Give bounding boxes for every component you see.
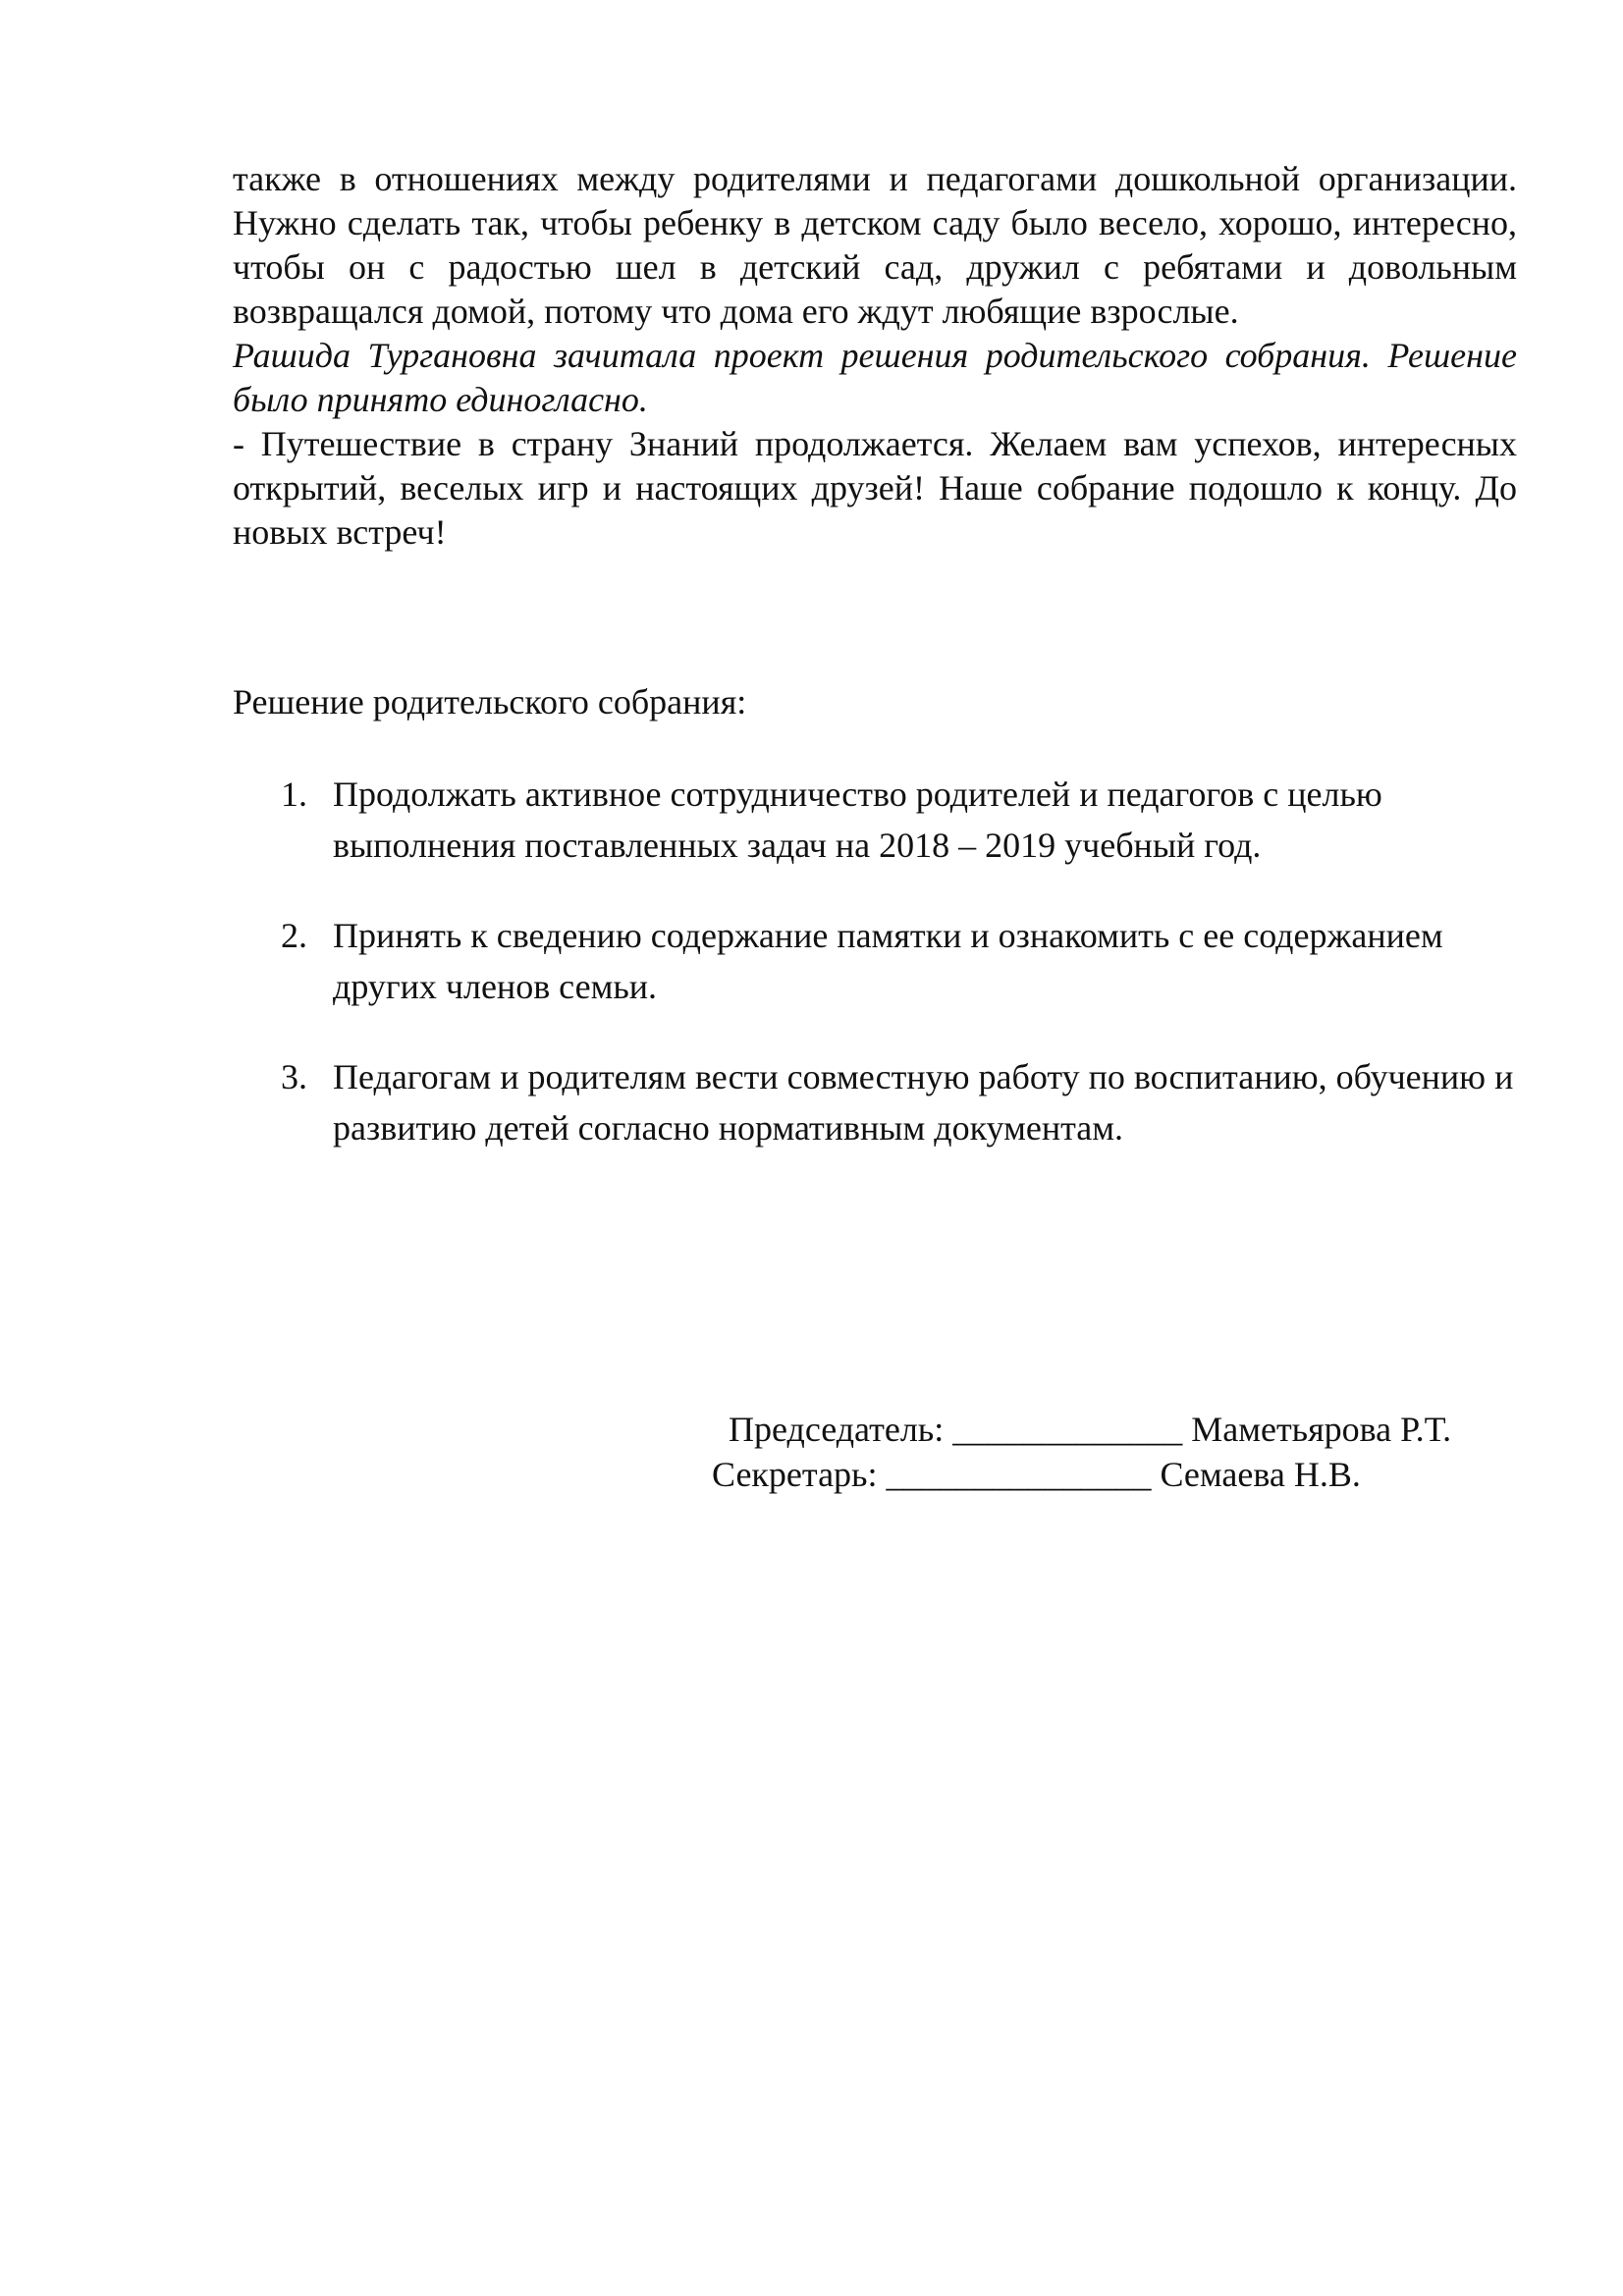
paragraph-decision-read: Рашида Тургановна зачитала проект решения родительского собрания. Решение было принято единогласно. <box>233 336 1517 419</box>
decision-item-text: Педагогам и родителям вести совместную работу по воспитанию, обучению и развитию детей согласно нормативным документам. <box>333 1057 1514 1148</box>
chair-signature-line <box>687 1407 1522 1452</box>
decision-item-number: 1. <box>281 774 307 814</box>
decision-item-number: 2. <box>281 916 307 955</box>
paragraph-farewell: - Путешествие в страну Знаний продолжается. Желаем вам успехов, интересных открытий, веселых игр и настоящих друзей! Наше собрание подошло к концу. До новых встреч! <box>233 424 1517 552</box>
body-text <box>233 157 1517 555</box>
decision-list <box>233 769 1517 1193</box>
decision-item <box>233 769 1517 871</box>
decision-item-number: 3. <box>281 1057 307 1096</box>
decision-title: Решение родительского собрания: <box>233 682 747 721</box>
signature-block <box>687 1407 1522 1497</box>
secretary-role: Секретарь: <box>712 1455 878 1494</box>
chair-name: Маметьярова Р.Т. <box>1191 1410 1452 1449</box>
secretary-signature-line <box>687 1452 1522 1497</box>
decision-item-text: Принять к сведению содержание памятки и ознакомить с ее содержанием других членов семьи. <box>333 916 1443 1006</box>
chair-signature-blank: _____________ <box>952 1410 1183 1449</box>
paragraph-relations: также в отношениях между родителями и педагогами дошкольной организации. Нужно сделать так, чтобы ребенку в детском саду было весело, хорошо, интересно, чтобы он с радостью шел в детский сад, дружил с ребятами и довольным возвращался домой, потому что дома его ждут любящие взрослые. <box>233 159 1517 331</box>
decision-item <box>233 910 1517 1012</box>
decision-item-text: Продолжать активное сотрудничество родителей и педагогов с целью выполнения поставленных задач на 2018 – 2019 учебный год. <box>333 774 1382 865</box>
secretary-name: Семаева Н.В. <box>1160 1455 1361 1494</box>
decision-item <box>233 1051 1517 1153</box>
secretary-signature-blank: _______________ <box>886 1455 1152 1494</box>
chair-role: Председатель: <box>729 1410 945 1449</box>
